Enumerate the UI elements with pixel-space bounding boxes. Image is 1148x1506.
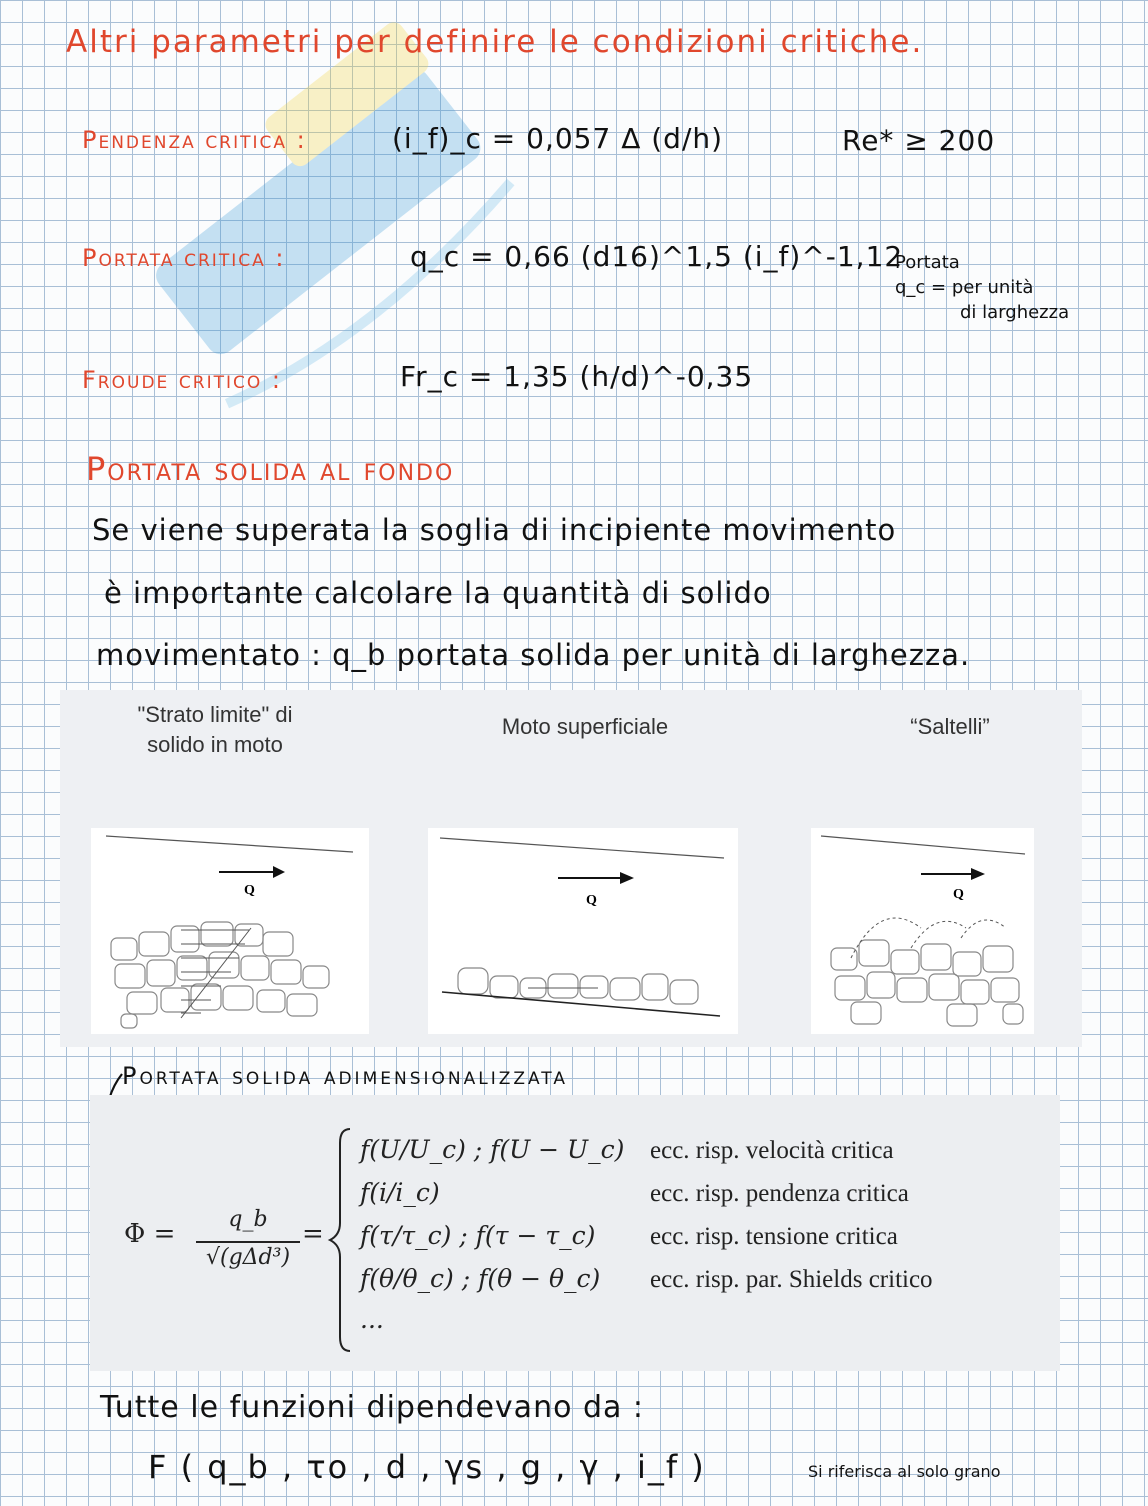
equation-denominator: √(gΔd³)	[205, 1245, 291, 1270]
equation-equals: =	[302, 1219, 324, 1249]
transport-modes-figure	[60, 690, 1082, 1047]
section-heading-bedload: Portata solida al fondo	[86, 450, 455, 488]
param-condition-reynolds: Re* ≥ 200	[842, 124, 996, 157]
param-label-slope: Pendenza critica :	[82, 126, 307, 154]
fig-box-boundary-layer	[91, 828, 369, 1034]
saltation-sketch	[811, 828, 1034, 1034]
fig-box-surface-motion	[428, 828, 738, 1034]
boundary-layer-sketch	[91, 828, 369, 1034]
fig-title-saltation: “Saltelli”	[910, 714, 990, 739]
cases-brace	[326, 1125, 356, 1355]
param-formula-slope: (i_f)_c = 0,057 Δ (d/h)	[392, 122, 724, 155]
equation-fraction-bar	[196, 1241, 300, 1243]
case-func-shields: f(θ/θ_c) ; f(θ − θ_c)	[360, 1264, 601, 1293]
equation-lhs: Φ =	[124, 1219, 176, 1249]
page-title: Altri parametri per definire le condizioni critiche.	[66, 24, 924, 60]
flow-label-q-2: Q	[586, 893, 597, 908]
param-note-discharge-1: Portata	[895, 252, 960, 273]
case-func-stress: f(τ/τ_c) ; f(τ − τ_c)	[360, 1221, 596, 1250]
param-note-discharge-3: di larghezza	[960, 302, 1070, 323]
footer-note: Si riferisca al solo grano	[808, 1462, 1001, 1481]
case-desc-slope: ecc. risp. pendenza critica	[650, 1180, 909, 1207]
equation-numerator: q_b	[228, 1207, 268, 1232]
case-func-slope: f(i/i_c)	[360, 1178, 440, 1207]
param-note-discharge-2: q_c = per unità	[895, 277, 1034, 298]
case-desc-velocity: ecc. risp. velocità critica	[650, 1137, 894, 1164]
dimensionless-discharge-equation	[90, 1095, 1060, 1371]
section-heading-dimensionless: Portata solida adimensionalizzata	[122, 1062, 569, 1090]
body-line-2: è importante calcolare la quantità di solido	[104, 576, 772, 610]
fig-box-saltation	[811, 828, 1034, 1034]
case-func-ellipsis: ...	[360, 1305, 384, 1334]
case-desc-shields: ecc. risp. par. Shields critico	[650, 1266, 933, 1293]
param-label-discharge: Portata critica :	[82, 244, 286, 272]
param-label-froude: Froude critico :	[82, 366, 282, 394]
fig-title-boundary-layer: "Strato limite" di solido in moto	[137, 702, 293, 757]
body-line-3: movimentato : q_b portata solida per unità di larghezza.	[96, 638, 971, 672]
flow-label-q-3: Q	[953, 887, 964, 902]
case-func-velocity: f(U/U_c) ; f(U − U_c)	[360, 1135, 625, 1164]
param-formula-discharge: q_c = 0,66 (d16)^1,5 (i_f)^-1,12	[410, 240, 904, 273]
flow-label-q-1: Q	[244, 883, 255, 898]
case-desc-stress: ecc. risp. tensione critica	[650, 1223, 898, 1250]
footer-function: F ( q_b , τo , d , γs , g , γ , i_f )	[148, 1448, 706, 1486]
param-formula-froude: Fr_c = 1,35 (h/d)^-0,35	[400, 360, 754, 393]
footer-line: Tutte le funzioni dipendevano da :	[100, 1390, 645, 1425]
surface-motion-sketch	[428, 828, 738, 1034]
body-line-1: Se viene superata la soglia di incipiente movimento	[92, 513, 897, 547]
fig-title-surface-motion: Moto superficiale	[501, 714, 669, 739]
